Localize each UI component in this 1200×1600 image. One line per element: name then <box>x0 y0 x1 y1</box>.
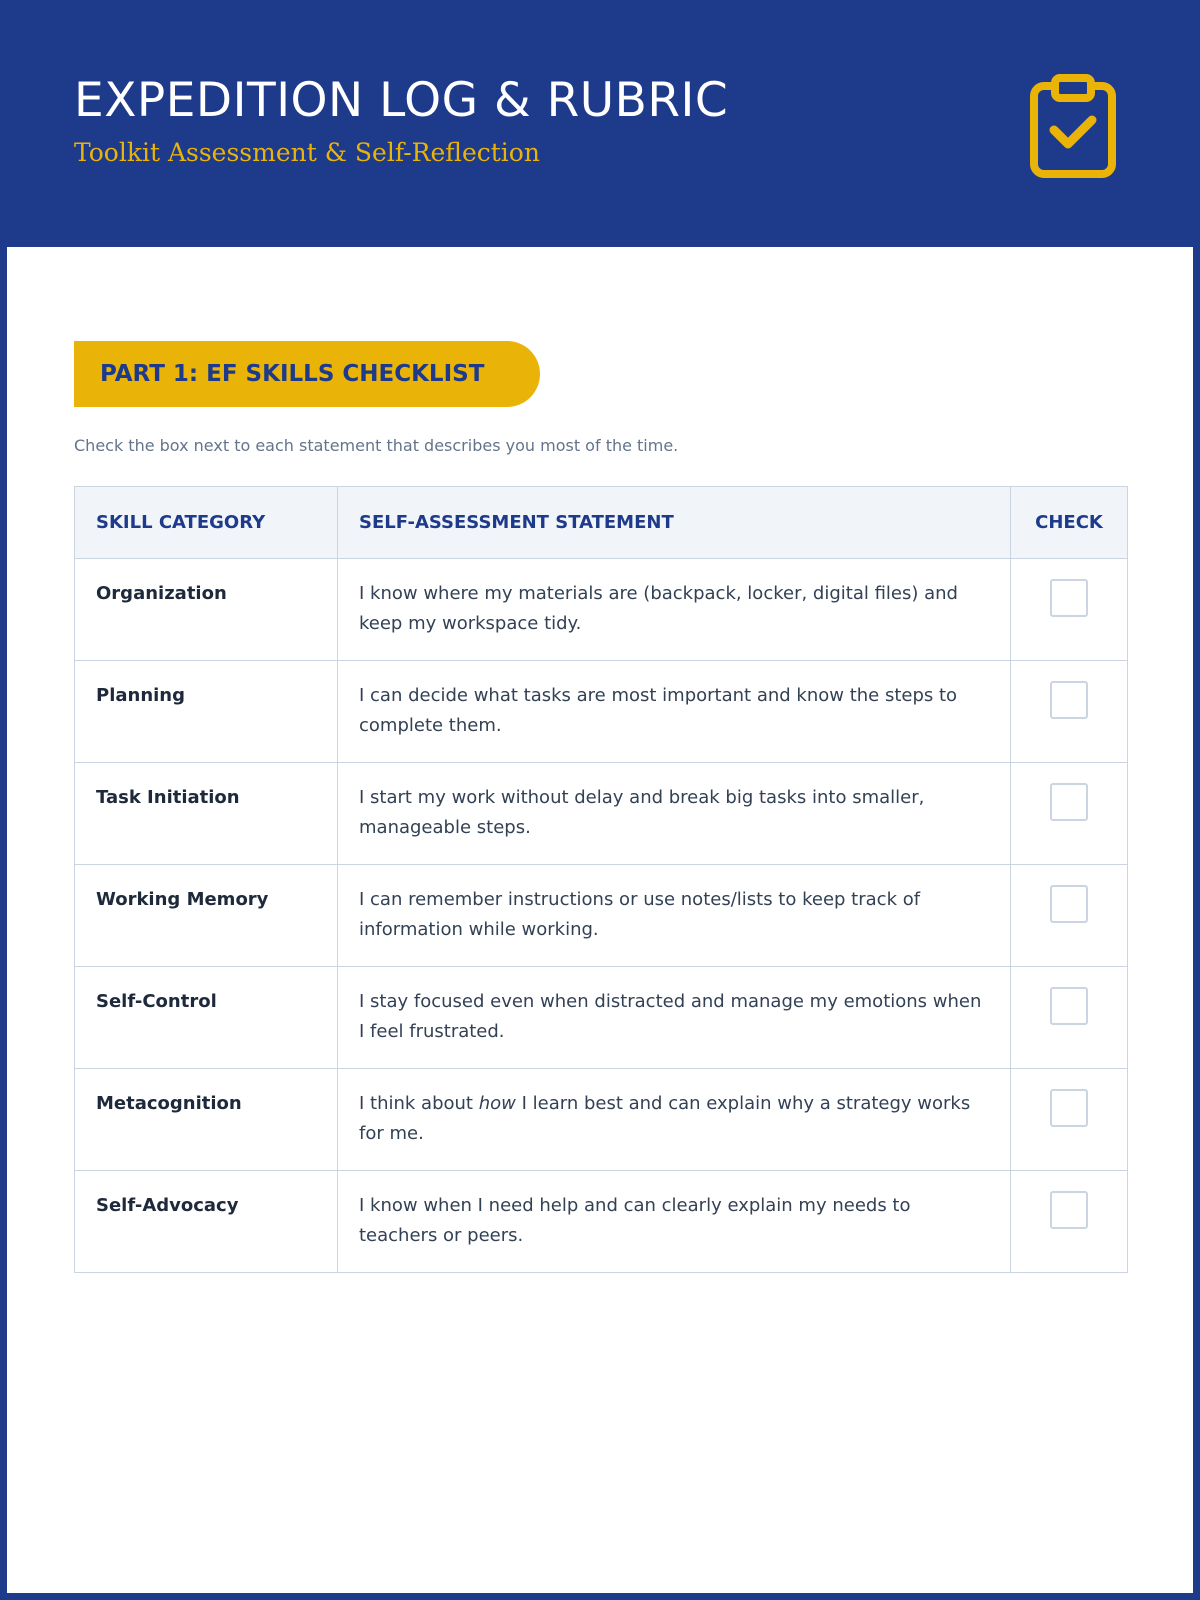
table-row <box>75 559 1128 661</box>
section-heading: PART 1: EF SKILLS CHECKLIST <box>74 341 540 407</box>
page-header <box>0 0 1200 247</box>
clipboard-check-icon <box>1028 74 1118 180</box>
table-row <box>75 1171 1128 1273</box>
skill-statement: I can remember instructions or use notes/lists to keep track of information while working. <box>338 865 1011 967</box>
check-cell <box>1011 661 1128 763</box>
skill-category: Metacognition <box>75 1069 338 1171</box>
check-cell <box>1011 1069 1128 1171</box>
skill-statement: I know when I need help and can clearly explain my needs to teachers or peers. <box>338 1171 1011 1273</box>
check-cell <box>1011 559 1128 661</box>
column-header-category: SKILL CATEGORY <box>75 487 338 559</box>
skill-checkbox[interactable] <box>1050 681 1088 719</box>
statement-emphasis: how <box>478 1093 516 1114</box>
skill-checkbox[interactable] <box>1050 579 1088 617</box>
table-row <box>75 661 1128 763</box>
skills-checklist-table <box>74 486 1128 1273</box>
page-subtitle: Toolkit Assessment & Self-Reflection <box>74 138 540 167</box>
table-header-row <box>75 487 1128 559</box>
table-row <box>75 763 1128 865</box>
page-title: EXPEDITION LOG & RUBRIC <box>74 73 729 128</box>
check-cell <box>1011 865 1128 967</box>
table-row <box>75 967 1128 1069</box>
statement-text: I learn best and can explain why a strategy works for me. <box>359 1093 971 1144</box>
skill-checkbox[interactable] <box>1050 987 1088 1025</box>
skill-checkbox[interactable] <box>1050 1191 1088 1229</box>
column-header-statement: SELF-ASSESSMENT STATEMENT <box>338 487 1011 559</box>
check-cell <box>1011 967 1128 1069</box>
skill-category: Working Memory <box>75 865 338 967</box>
skill-statement: I stay focused even when distracted and manage my emotions when I feel frustrated. <box>338 967 1011 1069</box>
check-cell <box>1011 1171 1128 1273</box>
table-row <box>75 865 1128 967</box>
statement-text: I think about <box>359 1093 479 1114</box>
skill-category: Self-Control <box>75 967 338 1069</box>
skill-category: Self-Advocacy <box>75 1171 338 1273</box>
column-header-check: CHECK <box>1011 487 1128 559</box>
skill-checkbox[interactable] <box>1050 885 1088 923</box>
check-cell <box>1011 763 1128 865</box>
skill-checkbox[interactable] <box>1050 783 1088 821</box>
skill-category: Task Initiation <box>75 763 338 865</box>
table-row <box>75 1069 1128 1171</box>
skill-statement: I know where my materials are (backpack, locker, digital files) and keep my workspace tidy. <box>338 559 1011 661</box>
skill-checkbox[interactable] <box>1050 1089 1088 1127</box>
skill-statement <box>338 1069 1011 1171</box>
skill-category: Organization <box>75 559 338 661</box>
instruction-text: Check the box next to each statement that describes you most of the time. <box>74 436 679 455</box>
skill-statement: I start my work without delay and break big tasks into smaller, manageable steps. <box>338 763 1011 865</box>
skill-statement: I can decide what tasks are most important and know the steps to complete them. <box>338 661 1011 763</box>
skill-category: Planning <box>75 661 338 763</box>
